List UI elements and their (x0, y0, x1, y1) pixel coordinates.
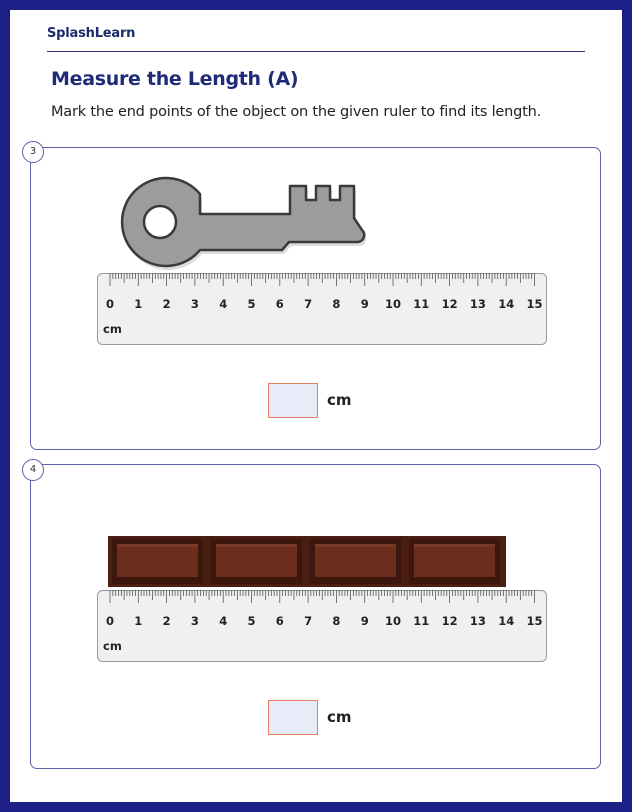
ruler-number: 15 (526, 614, 543, 628)
ruler-number: 12 (441, 297, 458, 311)
ruler-number: 13 (469, 297, 486, 311)
key-icon (108, 174, 370, 274)
ruler-unit-label: cm (103, 322, 122, 336)
ruler-number: 4 (219, 614, 228, 628)
ruler-number: 11 (413, 297, 430, 311)
ruler-number: 6 (275, 297, 284, 311)
ruler-number: 10 (384, 297, 402, 311)
ruler-number: 11 (413, 614, 430, 628)
ruler-number: 5 (247, 614, 256, 628)
ruler-number: 8 (332, 297, 341, 311)
header-divider (47, 51, 585, 52)
ruler-number: 9 (360, 297, 369, 311)
ruler-unit-label: cm (103, 639, 122, 653)
ruler-number: 4 (219, 297, 228, 311)
worksheet-page (10, 10, 622, 802)
ruler-number: 7 (304, 614, 313, 628)
answer-unit-label: cm (327, 391, 352, 409)
chocolate-bar-icon (108, 536, 506, 587)
ruler-number: 5 (247, 297, 256, 311)
ruler (97, 273, 547, 345)
ruler-number: 12 (441, 614, 458, 628)
question-number-badge: 4 (22, 459, 44, 481)
ruler-number: 3 (190, 614, 199, 628)
page-title: Measure the Length (A) (51, 68, 299, 90)
brand-logo: SplashLearn (47, 26, 136, 41)
ruler-number: 1 (134, 614, 143, 628)
ruler-number: 15 (526, 297, 543, 311)
ruler-number: 9 (360, 614, 369, 628)
ruler-number: 13 (469, 614, 486, 628)
question-number-badge: 3 (22, 141, 44, 163)
ruler-number: 6 (275, 614, 284, 628)
ruler (97, 590, 547, 662)
instruction-text: Mark the end points of the object on the given ruler to find its length. (51, 104, 542, 120)
ruler-number: 0 (105, 297, 115, 311)
ruler-number: 14 (498, 297, 515, 311)
answer-unit-label: cm (327, 708, 352, 726)
ruler-number: 14 (498, 614, 515, 628)
ruler-number: 2 (162, 614, 171, 628)
answer-input[interactable] (268, 700, 318, 735)
answer-input[interactable] (268, 383, 318, 418)
ruler-number: 8 (332, 614, 341, 628)
ruler-number: 2 (162, 297, 171, 311)
ruler-number: 3 (190, 297, 199, 311)
ruler-number: 0 (105, 614, 115, 628)
ruler-number: 1 (134, 297, 143, 311)
ruler-number: 10 (384, 614, 402, 628)
ruler-number: 7 (304, 297, 313, 311)
